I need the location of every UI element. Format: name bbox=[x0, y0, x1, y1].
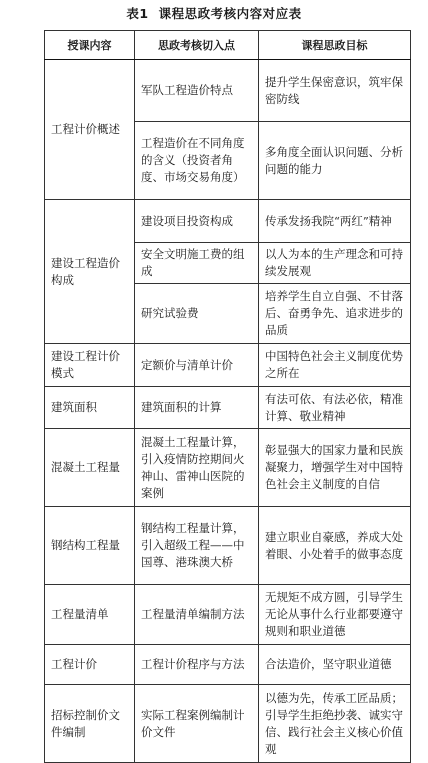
cell-goal: 建立职业自豪感，养成大处着眼、小处着手的做事态度 bbox=[259, 507, 411, 585]
cell-goal: 培养学生自立自强、不甘落后、奋勇争先、追求进步的品质 bbox=[259, 284, 411, 344]
cell-goal: 彰显强大的国家力量和民族凝聚力，增强学生对中国特色社会主义制度的自信 bbox=[259, 429, 411, 507]
cell-goal: 以德为先，传承工匠品质；引导学生拒绝抄袭、诚实守信、践行社会主义核心价值观 bbox=[259, 685, 411, 763]
cell-goal: 中国特色社会主义制度优势之所在 bbox=[259, 344, 411, 387]
cell-point: 建筑面积的计算 bbox=[135, 387, 259, 429]
cell-goal: 以人为本的生产理念和可持续发展观 bbox=[259, 243, 411, 284]
cell-point: 建设项目投资构成 bbox=[135, 200, 259, 243]
cell-content: 建筑面积 bbox=[45, 387, 135, 429]
cell-point: 工程计价程序与方法 bbox=[135, 645, 259, 685]
table-row bbox=[45, 200, 411, 243]
cell-point: 混凝土工程量计算，引入疫情防控期间火神山、雷神山医院的案例 bbox=[135, 429, 259, 507]
cell-point: 研究试验费 bbox=[135, 284, 259, 344]
table-row bbox=[45, 507, 411, 585]
cell-content: 工程量清单 bbox=[45, 585, 135, 645]
cell-content: 钢结构工程量 bbox=[45, 507, 135, 585]
cell-goal: 无规矩不成方圆，引导学生无论从事什么行业都要遵守规则和职业道德 bbox=[259, 585, 411, 645]
table-row bbox=[45, 585, 411, 645]
header-content: 授课内容 bbox=[45, 31, 135, 60]
cell-content: 建设工程造价构成 bbox=[45, 200, 135, 344]
table-row bbox=[45, 429, 411, 507]
cell-point: 军队工程造价特点 bbox=[135, 60, 259, 122]
header-goal: 课程思政目标 bbox=[259, 31, 411, 60]
cell-point: 钢结构工程量计算，引入超级工程——中国尊、港珠澳大桥 bbox=[135, 507, 259, 585]
cell-content: 工程计价 bbox=[45, 645, 135, 685]
table-caption bbox=[0, 4, 428, 22]
cell-goal: 提升学生保密意识，筑牢保密防线 bbox=[259, 60, 411, 122]
table-row bbox=[45, 344, 411, 387]
cell-content: 招标控制价文件编制 bbox=[45, 685, 135, 763]
table-row bbox=[45, 60, 411, 122]
cell-content: 混凝土工程量 bbox=[45, 429, 135, 507]
cell-goal: 有法可依、有法必依，精准计算、敬业精神 bbox=[259, 387, 411, 429]
cell-point: 工程造价在不同角度的含义（投资者角度、市场交易角度） bbox=[135, 122, 259, 200]
cell-point: 工程量清单编制方法 bbox=[135, 585, 259, 645]
cell-goal: 多角度全面认识问题、分析问题的能力 bbox=[259, 122, 411, 200]
cell-content: 建设工程计价模式 bbox=[45, 344, 135, 387]
table-number: 表1 bbox=[126, 6, 149, 21]
table-title: 课程思政考核内容对应表 bbox=[158, 6, 302, 21]
table-row bbox=[45, 387, 411, 429]
course-ideology-table bbox=[44, 30, 411, 763]
header-point: 思政考核切入点 bbox=[135, 31, 259, 60]
cell-content: 工程计价概述 bbox=[45, 60, 135, 200]
table-row bbox=[45, 645, 411, 685]
header-row bbox=[45, 31, 411, 60]
cell-point: 实际工程案例编制计价文件 bbox=[135, 685, 259, 763]
cell-point: 定额价与清单计价 bbox=[135, 344, 259, 387]
cell-goal: 合法造价，坚守职业道德 bbox=[259, 645, 411, 685]
cell-goal: 传承发扬我院“两红”精神 bbox=[259, 200, 411, 243]
cell-point: 安全文明施工费的组成 bbox=[135, 243, 259, 284]
